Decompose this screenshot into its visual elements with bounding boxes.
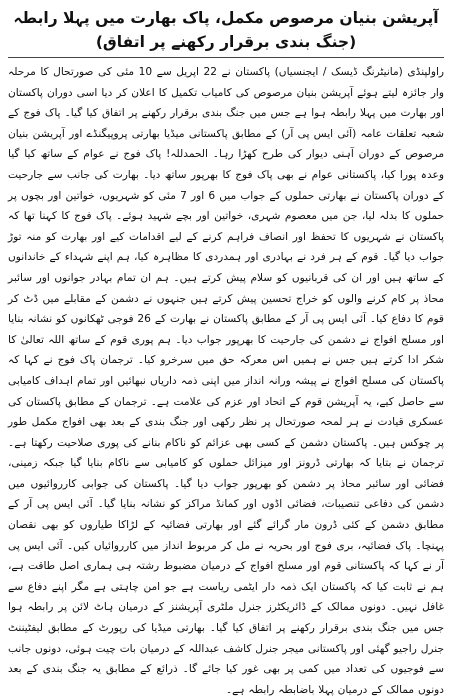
headline-divider <box>8 57 444 58</box>
article-body: راولپنڈی (مانیٹرنگ ڈیسک / ایجنسیاں) پاکستان نے 22 اپریل سے 10 مئی کی صورتحال کا مرحلہ وار جائزہ لیتے ہوئے آپریشن بنیان مرصوص کی کامیاب تکمیل کا اعلان کر دیا اسی دوران پاکستان اور بھارت میں پہلا رابطہ ہوا ہے جس میں جنگ بندی برقرار رکھنے پر اتفاق کیا گیا۔ پاک فوج کے شعبہ تعلقات عامہ (آئی ایس پی آر) کے مطابق پاکستانی میڈیا بھارتی پروپیگنڈے اور آپریشن بنیان مرصوص کے دوران آہنی دیوار کی طرح کھڑا رہا۔ الحمدللہ! پاک فوج نے عوام کے ساتھ کیا گیا وعدہ پورا کیا، پاکستانی عوام نے بھی پاک فوج کا بھرپور ساتھ دیا۔ بھارت کی جانب سے جارحیت کے دوران پاکستان نے بھارتی حملوں کے جواب میں 6 اور 7 مئی کو شہریوں، خواتین اور بچوں پر حملوں کا بدلہ لیا، جن میں معصوم شہری، خواتین اور بچے شہید ہوئے۔ پاک فوج کا کہنا تھا کہ پاکستان نے شہریوں کا تحفظ اور انصاف فراہم کرنے کے لیے اقدامات کیے اور بھارت کو منہ توڑ جواب دیا گیا۔ قوم کے ہر فرد نے بہادری اور ہمدردی کا مظاہرہ کیا، ہم اپنے شہداء کے خاندانوں کے ساتھ ہیں اور ان کی قربانیوں کو سلام پیش کرتے ہیں۔ ہم ان تمام بہادر جوانوں اور سائبر محاذ پر کام کرنے والوں کو خراج تحسین پیش کرتے ہیں جنہوں نے دشمن کے مقابلے میں ڈٹ کر قوم کا دفاع کیا۔ آئی ایس پی آر کے مطابق پاکستان نے بھارت کے 26 فوجی ٹھکانوں کو نشانہ بنایا اور مسلح افواج نے دشمن کی جارحیت کا بھرپور جواب دیا۔ ہم پوری قوم کے ساتھ اللہ تعالیٰ کا شکر ادا کرتے ہیں جس نے ہمیں اس معرکہ حق میں سرخرو کیا۔ ترجمان پاک فوج نے کہا کہ پاکستان کی مسلح افواج نے پیشہ ورانہ انداز میں اپنی ذمہ داریاں نبھائیں اور تمام اہداف کامیابی سے حاصل کیے، یہ آپریشن قوم کے اتحاد اور عزم کی علامت ہے۔ ترجمان کے مطابق پاکستان کی عسکری قیادت نے ہر لمحہ صورتحال پر نظر رکھی اور جنگ بندی کے بعد بھی افواج مکمل طور پر چوکس ہیں۔ پاکستان دشمن کے کسی بھی عزائم کو ناکام بنانے کی پوری صلاحیت رکھتا ہے۔ ترجمان نے بتایا کہ بھارتی ڈرونز اور میزائل حملوں کو کامیابی سے ناکام بنایا گیا جبکہ زمینی، فضائی اور سائبر محاذ پر دشمن کو بھرپور جواب دیا گیا۔ پاکستان کی جوابی کارروائیوں میں دشمن کی دفاعی تنصیبات، فضائی اڈوں اور کمانڈ مراکز کو نشانہ بنایا گیا۔ آئی ایس پی آر کے مطابق دشمن کے کئی ڈرون مار گرائے گئے اور بھارتی فضائیہ کے لڑاکا طیاروں کو بھی نقصان پہنچا۔ پاک فضائیہ، بری فوج اور بحریہ نے مل کر مربوط انداز میں کارروائیاں کیں۔ آئی ایس پی آر نے کہا کہ پاکستانی قوم اور مسلح افواج کے درمیان مضبوط رشتہ ہی ہماری اصل طاقت ہے، ہم نے ثابت کیا کہ پاکستان ایک ذمہ دار ایٹمی ریاست ہے جو امن چاہتی ہے مگر اپنے دفاع سے غافل نہیں۔ دونوں ممالک کے ڈائریکٹرز جنرل ملٹری آپریشنز کے درمیان ہاٹ لائن پر رابطہ ہوا جس میں جنگ بندی برقرار رکھنے پر اتفاق کیا گیا۔ بھارتی میڈیا کی رپورٹ کے مطابق لیفٹیننٹ جنرل راجیو گھئی اور پاکستانی میجر جنرل کاشف عبداللہ کے درمیان بات چیت ہوئی، دونوں جانب سے فوجیوں کی تعداد میں کمی پر بھی غور کیا جائے گا۔ ذرائع کے مطابق یہ جنگ بندی کے بعد دونوں ممالک کے درمیان پہلا باضابطہ رابطہ ہے۔ <box>8 66 444 696</box>
article-headline: آپریشن بنیان مرصوص مکمل، پاک بھارت میں پہلا رابطہ (جنگ بندی برقرار رکھنے پر اتفاق) <box>13 9 439 51</box>
